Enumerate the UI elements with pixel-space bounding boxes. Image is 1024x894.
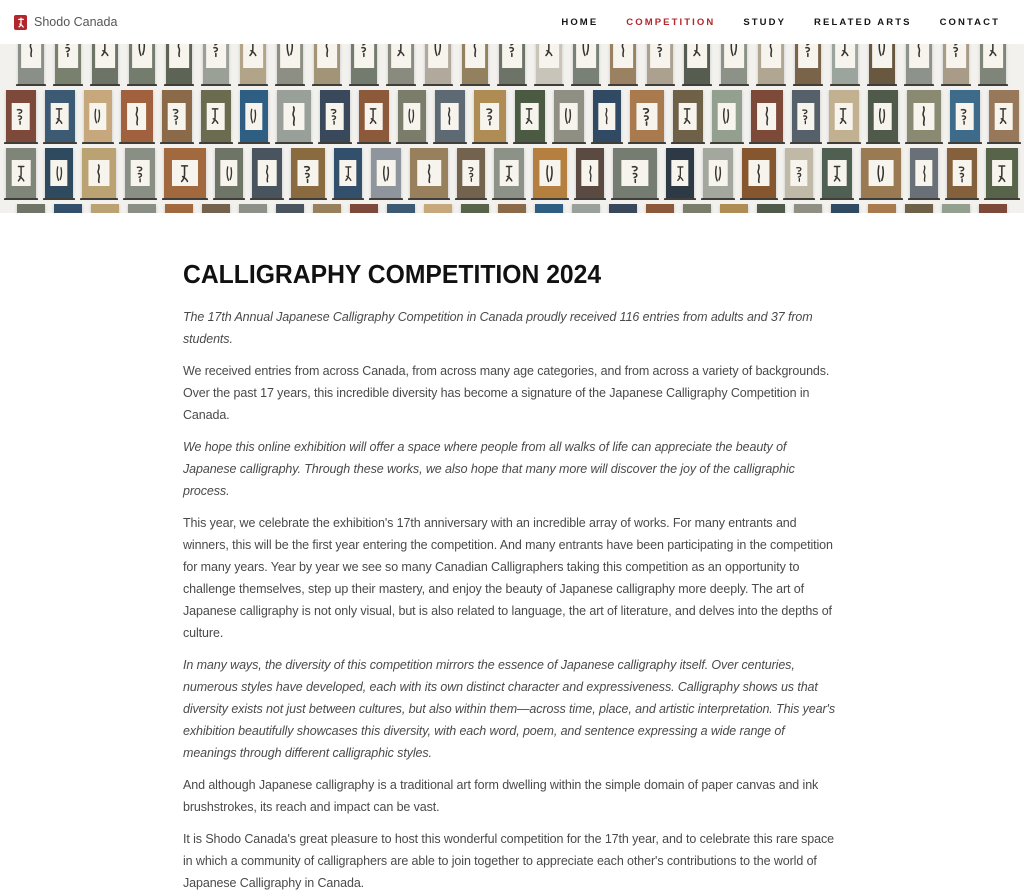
calligraphy-glyph xyxy=(62,44,73,64)
article-paragraph: And although Japanese calligraphy is a traditional art form dwelling within the simple domain of paper canvas and ink brushstrokes, its reach and impact can be vast. xyxy=(183,778,819,814)
scroll-artwork xyxy=(6,148,36,200)
scroll-artwork xyxy=(240,44,266,86)
scroll-artwork xyxy=(751,90,783,144)
scroll-artwork xyxy=(45,90,75,144)
calligraphy-glyph xyxy=(358,44,369,64)
calligraphy-glyph xyxy=(601,105,611,127)
calligraphy-glyph xyxy=(761,105,773,127)
brand-icon xyxy=(14,15,27,30)
article-paragraph: This year, we celebrate the exhibition's 17th anniversary with an incredible array of works. For many entrants and winners, this will be the first year entering the competition. And many entrants have been participating in the competition for many years. Year by year we see so many Canadian Calligraphers taking this competition as an opportunity to challenge themselves, step up their mastery, and enjoy the beauty of Japanese calligraphy more deeply. The art of Japanese calligraphy is not only visual, but is also related to language, the art of literature, and delves into the depths of culture. xyxy=(183,516,833,640)
calligraphy-glyph xyxy=(54,105,65,127)
scroll-artwork xyxy=(388,44,414,86)
scroll-artwork xyxy=(291,148,325,200)
calligraphy-glyph xyxy=(675,163,685,184)
scroll-artwork xyxy=(162,90,192,144)
scroll-artwork xyxy=(947,148,977,200)
calligraphy-glyph xyxy=(524,105,535,127)
calligraphy-glyph xyxy=(617,44,628,64)
calligraphy-glyph xyxy=(248,105,258,127)
calligraphy-glyph xyxy=(838,105,849,127)
scroll-artwork xyxy=(202,204,230,213)
scroll-artwork xyxy=(684,44,710,86)
scroll-artwork xyxy=(910,148,938,200)
calligraphy-glyph xyxy=(627,163,643,184)
calligraphy-glyph xyxy=(406,105,416,127)
calligraphy-glyph xyxy=(794,163,804,184)
calligraphy-glyph xyxy=(765,44,776,64)
calligraphy-glyph xyxy=(654,44,665,64)
article-paragraph: We hope this online exhibition will offer a space where people from all walks of life can appreciate the beauty of Japanese calligraphy. Through these works, we also hope that many more will discover the joy of the calligraphic process. xyxy=(183,440,795,498)
article-paragraph: We received entries from across Canada, from across many age categories, and from across a variety of backgrounds. Over the past 17 years, this incredible diversity has become a signature of the Japanese Calligraphy Competition in Canada. xyxy=(183,364,830,422)
scroll-artwork xyxy=(371,148,401,200)
scroll-artwork xyxy=(989,90,1019,144)
calligraphy-glyph xyxy=(262,163,273,184)
scroll-artwork xyxy=(573,44,599,86)
calligraphy-glyph xyxy=(998,105,1009,127)
calligraphy-glyph xyxy=(287,105,299,127)
scroll-artwork xyxy=(742,148,776,200)
calligraphy-glyph xyxy=(585,163,595,184)
scroll-artwork xyxy=(461,204,489,213)
calligraphy-glyph xyxy=(329,105,340,127)
scroll-artwork xyxy=(942,204,970,213)
scroll-artwork xyxy=(683,204,711,213)
calligraphy-glyph xyxy=(15,105,26,127)
calligraphy-glyph xyxy=(691,44,702,64)
scroll-artwork xyxy=(18,44,44,86)
calligraphy-glyph xyxy=(877,105,888,127)
scroll-artwork xyxy=(462,44,488,86)
scroll-artwork xyxy=(721,44,747,86)
calligraphy-glyph xyxy=(469,44,480,64)
scroll-artwork xyxy=(533,148,567,200)
calligraphy-glyph xyxy=(224,163,234,184)
scroll-artwork xyxy=(387,204,415,213)
calligraphy-glyph xyxy=(432,44,443,64)
scroll-artwork xyxy=(868,90,898,144)
calligraphy-glyph xyxy=(210,105,221,127)
scroll-artwork xyxy=(720,204,748,213)
calligraphy-glyph xyxy=(580,44,591,64)
article-paragraph: In many ways, the diversity of this competition mirrors the essence of Japanese calligraphy itself. Over centuries, numerous styles have developed, each with its own distinct character and expressiveness. Calligraphy shows us that diversity exists not just between cultures, but also within them—across time, place, and artistic interpretation. This year's exhibition beautifully showcases this diversity, with each word, poem, and sentence expressing a wide range of meanings through different calligraphic styles. xyxy=(183,658,835,760)
calligraphy-glyph xyxy=(957,163,968,184)
calligraphy-glyph xyxy=(996,163,1008,184)
calligraphy-glyph xyxy=(753,163,765,184)
calligraphy-glyph xyxy=(802,44,813,64)
scroll-artwork xyxy=(498,204,526,213)
scroll-artwork xyxy=(54,204,82,213)
scroll-artwork xyxy=(351,44,377,86)
calligraphy-glyph xyxy=(444,105,455,127)
scroll-artwork xyxy=(950,90,980,144)
scroll-artwork xyxy=(758,44,784,86)
scroll-artwork xyxy=(535,204,563,213)
scroll-artwork xyxy=(499,44,525,86)
calligraphy-glyph xyxy=(839,44,850,64)
calligraphy-glyph xyxy=(92,105,102,127)
scroll-artwork xyxy=(630,90,664,144)
calligraphy-glyph xyxy=(913,44,924,64)
calligraphy-glyph xyxy=(640,105,652,127)
calligraphy-glyph xyxy=(99,44,110,64)
scroll-artwork xyxy=(45,148,73,200)
scroll-artwork xyxy=(907,90,941,144)
scroll-artwork xyxy=(712,90,742,144)
article-body xyxy=(183,306,841,894)
scroll-artwork xyxy=(121,90,153,144)
calligraphy-glyph xyxy=(395,44,406,64)
calligraphy-glyph xyxy=(987,44,998,64)
scroll-artwork xyxy=(554,90,584,144)
calligraphy-glyph xyxy=(466,163,476,184)
scroll-artwork xyxy=(277,90,311,144)
calligraphy-glyph xyxy=(563,105,574,127)
calligraphy-glyph xyxy=(919,163,929,184)
scroll-artwork xyxy=(673,90,703,144)
scroll-artwork xyxy=(831,204,859,213)
scroll-artwork xyxy=(82,148,116,200)
scroll-artwork xyxy=(277,44,303,86)
scroll-artwork xyxy=(986,148,1018,200)
scroll-artwork xyxy=(822,148,852,200)
scroll-artwork xyxy=(424,204,452,213)
scroll-artwork xyxy=(576,148,604,200)
scroll-artwork xyxy=(314,44,340,86)
calligraphy-glyph xyxy=(54,163,64,184)
scroll-artwork xyxy=(457,148,485,200)
nav-item-competition[interactable]: COMPETITION xyxy=(626,16,716,28)
calligraphy-glyph xyxy=(422,163,436,184)
calligraphy-glyph xyxy=(917,105,929,127)
scroll-artwork xyxy=(91,204,119,213)
scroll-artwork xyxy=(832,44,858,86)
calligraphy-glyph xyxy=(959,105,970,127)
scroll-artwork xyxy=(128,204,156,213)
scroll-artwork xyxy=(334,148,362,200)
site-header xyxy=(0,0,1024,44)
scroll-artwork xyxy=(276,204,304,213)
scroll-artwork xyxy=(861,148,901,200)
article-paragraph: It is Shodo Canada's great pleasure to host this wonderful competition for the 17th year, and to celebrate this rare space in which a community of calligraphers are able to join together to appreciate each other's contributions to the world of Japanese Calligraphy in Canada. xyxy=(183,832,834,890)
scroll-artwork xyxy=(125,148,155,200)
calligraphy-glyph xyxy=(135,163,146,184)
scroll-artwork xyxy=(92,44,118,86)
calligraphy-glyph xyxy=(506,44,517,64)
scroll-artwork xyxy=(166,44,192,86)
scroll-artwork xyxy=(6,90,36,144)
calligraphy-glyph xyxy=(25,44,36,64)
scroll-artwork xyxy=(785,148,813,200)
scroll-artwork xyxy=(215,148,243,200)
scroll-artwork xyxy=(593,90,621,144)
scroll-artwork xyxy=(757,204,785,213)
scroll-artwork xyxy=(666,148,694,200)
scroll-artwork xyxy=(868,204,896,213)
scroll-artwork xyxy=(410,148,448,200)
scroll-artwork xyxy=(703,148,733,200)
scroll-artwork xyxy=(869,44,895,86)
calligraphy-glyph xyxy=(800,105,810,127)
calligraphy-glyph xyxy=(713,163,724,184)
calligraphy-glyph xyxy=(284,44,295,64)
calligraphy-glyph xyxy=(247,44,258,64)
scroll-artwork xyxy=(164,148,206,200)
calligraphy-glyph xyxy=(721,105,732,127)
scroll-artwork xyxy=(792,90,820,144)
calligraphy-glyph xyxy=(381,163,392,184)
calligraphy-glyph xyxy=(543,44,554,64)
scroll-artwork xyxy=(313,204,341,213)
calligraphy-glyph xyxy=(950,44,961,64)
scroll-artwork xyxy=(240,90,268,144)
scroll-artwork xyxy=(350,204,378,213)
scroll-artwork xyxy=(17,204,45,213)
scroll-artwork xyxy=(398,90,426,144)
scroll-artwork xyxy=(239,204,267,213)
calligraphy-glyph xyxy=(136,44,147,64)
calligraphy-glyph xyxy=(682,105,693,127)
scroll-artwork xyxy=(795,44,821,86)
scroll-artwork xyxy=(165,204,193,213)
page-title: CALLIGRAPHY COMPETITION 2024 xyxy=(183,259,602,289)
calligraphy-glyph xyxy=(874,163,888,184)
nav-item-home[interactable]: HOME xyxy=(561,16,599,28)
scroll-artwork xyxy=(84,90,112,144)
main-nav xyxy=(561,17,1000,28)
calligraphy-glyph xyxy=(343,163,353,184)
scroll-artwork xyxy=(906,44,932,86)
scroll-artwork xyxy=(320,90,350,144)
scroll-artwork xyxy=(980,44,1006,86)
scroll-artwork xyxy=(515,90,545,144)
calligraphy-glyph xyxy=(93,163,105,184)
calligraphy-glyph xyxy=(177,163,192,184)
site-logo[interactable] xyxy=(14,15,117,30)
scroll-artwork xyxy=(474,90,506,144)
scroll-artwork xyxy=(536,44,562,86)
scroll-artwork xyxy=(572,204,600,213)
calligraphy-glyph xyxy=(302,163,314,184)
scroll-artwork xyxy=(829,90,859,144)
calligraphy-glyph xyxy=(728,44,739,64)
scroll-artwork xyxy=(201,90,231,144)
nav-item-related-arts[interactable]: RELATED ARTS xyxy=(814,16,912,28)
scroll-artwork xyxy=(425,44,451,86)
scroll-artwork xyxy=(979,204,1007,213)
scroll-artwork xyxy=(55,44,81,86)
nav-item-study[interactable]: STUDY xyxy=(743,16,787,28)
scroll-artwork xyxy=(646,204,674,213)
scroll-artwork xyxy=(435,90,465,144)
scroll-artwork xyxy=(129,44,155,86)
calligraphy-glyph xyxy=(504,163,515,184)
scroll-artwork xyxy=(359,90,389,144)
scroll-gallery-banner xyxy=(0,44,1024,213)
scroll-artwork xyxy=(794,204,822,213)
calligraphy-glyph xyxy=(832,163,843,184)
scroll-artwork xyxy=(613,148,657,200)
scroll-artwork xyxy=(252,148,282,200)
scroll-artwork xyxy=(647,44,673,86)
calligraphy-glyph xyxy=(210,44,221,64)
calligraphy-glyph xyxy=(484,105,496,127)
calligraphy-glyph xyxy=(876,44,887,64)
scroll-artwork xyxy=(494,148,524,200)
calligraphy-glyph xyxy=(171,105,182,127)
scroll-artwork xyxy=(203,44,229,86)
scroll-artwork xyxy=(609,204,637,213)
calligraphy-glyph xyxy=(131,105,143,127)
article-paragraph: The 17th Annual Japanese Calligraphy Competition in Canada proudly received 116 entries from adults and 37 from students. xyxy=(183,310,813,346)
scroll-artwork xyxy=(905,204,933,213)
brand-name: Shodo Canada xyxy=(34,15,118,29)
calligraphy-glyph xyxy=(16,163,27,184)
calligraphy-glyph xyxy=(368,105,379,127)
scroll-artwork xyxy=(943,44,969,86)
article xyxy=(183,213,841,894)
calligraphy-glyph xyxy=(544,163,556,184)
calligraphy-glyph xyxy=(321,44,332,64)
scroll-artwork xyxy=(610,44,636,86)
calligraphy-glyph xyxy=(173,44,184,64)
nav-item-contact[interactable]: CONTACT xyxy=(939,16,1000,28)
